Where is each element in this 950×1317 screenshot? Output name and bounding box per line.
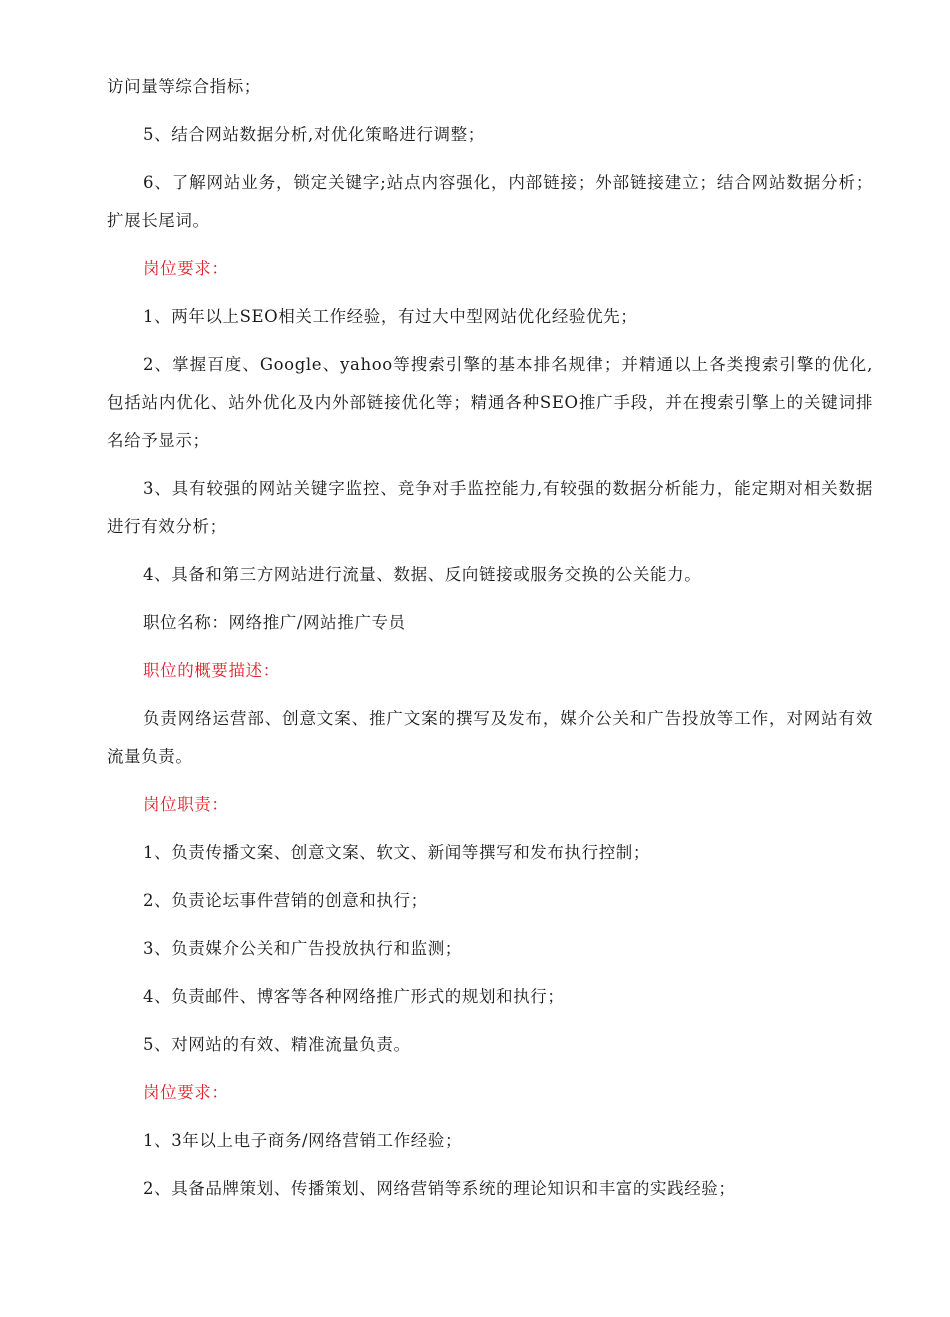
paragraph-text: 3、负责媒介公关和广告投放执行和监测； — [143, 939, 462, 958]
paragraph-text: 访问量等综合指标； — [107, 77, 261, 96]
paragraph-text: 6、了解网站业务，锁定关键字;站点内容强化，内部链接；外部链接建立；结合网站数据分析；扩展长尾词。 — [107, 173, 873, 230]
section-heading: 岗位要求： — [143, 1083, 229, 1102]
paragraph-text: 负责网络运营部、创意文案、推广文案的撰写及发布，媒介公关和广告投放等工作，对网站有效流量负责。 — [107, 709, 873, 766]
paragraph-text: 2、具备品牌策划、传播策划、网络营销等系统的理论知识和丰富的实践经验； — [143, 1179, 736, 1198]
paragraph-text: 1、负责传播文案、创意文案、软文、新闻等撰写和发布执行控制； — [143, 843, 650, 862]
paragraph-text: 1、3年以上电子商务/网络营销工作经验； — [143, 1131, 463, 1150]
job-title-line: 职位名称：网络推广/网站推广专员 — [143, 613, 406, 632]
paragraph-text: 4、负责邮件、博客等各种网络推广形式的规划和执行； — [143, 987, 565, 1006]
paragraph-text: 2、负责论坛事件营销的创意和执行； — [143, 891, 428, 910]
paragraph-text: 3、具有较强的网站关键字监控、竞争对手监控能力,有较强的数据分析能力，能定期对相关数据进行有效分析； — [107, 479, 873, 536]
paragraph-text: 1、两年以上SEO相关工作经验，有过大中型网站优化经验优先； — [143, 307, 638, 326]
paragraph-text: 5、对网站的有效、精准流量负责。 — [143, 1035, 411, 1054]
paragraph-text: 5、结合网站数据分析,对优化策略进行调整； — [143, 125, 485, 144]
section-heading: 岗位职责： — [143, 795, 229, 814]
paragraph-text: 2、掌握百度、Google、yahoo等搜索引擎的基本排名规律；并精通以上各类搜索引擎的优化,包括站内优化、站外优化及内外部链接优化等；精通各种SEO推广手段，并在搜索引擎上的关键词排名给予显示； — [107, 355, 873, 450]
section-heading: 职位的概要描述： — [143, 661, 280, 680]
paragraph-text: 4、具备和第三方网站进行流量、数据、反向链接或服务交换的公关能力。 — [143, 565, 702, 584]
document-body — [107, 68, 873, 1218]
section-heading: 岗位要求： — [143, 259, 229, 278]
